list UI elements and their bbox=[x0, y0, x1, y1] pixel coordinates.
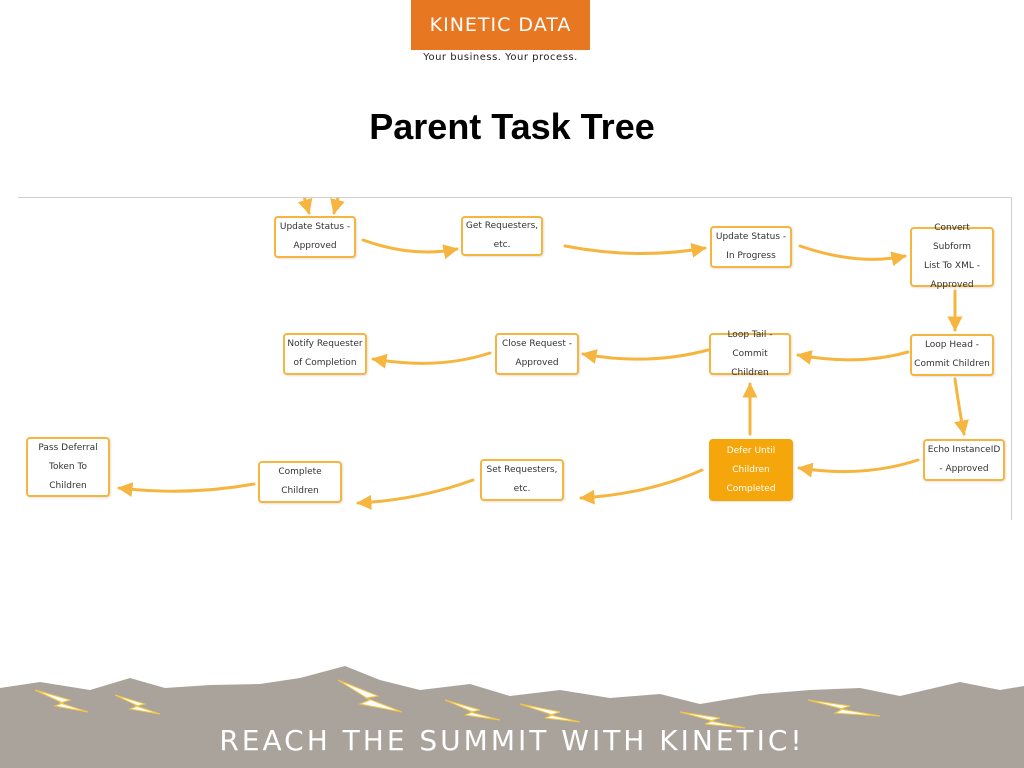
incoming-arrow-1 bbox=[302, 198, 309, 213]
arrow-defer-to-set-requesters bbox=[581, 470, 702, 498]
node-defer-until: Defer Until Children Completed bbox=[709, 439, 793, 501]
node-notify-requester: Notify Requester of Completion bbox=[283, 333, 367, 375]
logo-name: KINETIC DATA bbox=[429, 14, 572, 36]
arrow-complete-to-pass-deferral bbox=[119, 484, 254, 491]
incoming-arrow-2 bbox=[334, 198, 340, 213]
node-convert-subform: Convert Subform List To XML - Approved bbox=[910, 227, 994, 287]
kinetic-data-logo bbox=[411, 0, 590, 50]
arrow-close-to-notify bbox=[373, 353, 490, 363]
node-update-status-in-progress: Update Status - In Progress bbox=[710, 226, 792, 268]
logo-tagline: Your business. Your process. bbox=[423, 52, 578, 63]
arrow-approved-to-get-requesters bbox=[363, 240, 457, 252]
arrow-set-requesters-to-complete bbox=[358, 480, 473, 503]
arrow-loop-head-to-loop-tail bbox=[798, 352, 908, 360]
arrow-get-requesters-to-in-progress bbox=[565, 246, 705, 254]
node-set-requesters: Set Requesters, etc. bbox=[480, 459, 564, 501]
footer-slogan: REACH THE SUMMIT WITH KINETIC! bbox=[219, 724, 805, 757]
slide-title: Parent Task Tree bbox=[369, 106, 655, 147]
node-complete-children: Complete Children bbox=[258, 461, 342, 503]
arrow-loop-tail-to-close bbox=[583, 350, 708, 359]
node-loop-tail: Loop Tail - Commit Children bbox=[709, 333, 791, 375]
node-pass-deferral: Pass Deferral Token To Children bbox=[26, 437, 110, 497]
task-tree-diagram bbox=[18, 197, 1012, 520]
node-update-status-approved: Update Status - Approved bbox=[274, 216, 356, 258]
node-echo-instance: Echo InstanceID - Approved bbox=[923, 439, 1005, 481]
arrow-in-progress-to-convert bbox=[800, 246, 905, 259]
arrow-echo-to-defer bbox=[799, 460, 918, 472]
arrow-loop-head-to-echo bbox=[955, 379, 964, 434]
node-close-request: Close Request - Approved bbox=[495, 333, 579, 375]
node-get-requesters: Get Requesters, etc. bbox=[461, 216, 543, 256]
node-loop-head: Loop Head - Commit Children bbox=[910, 334, 994, 376]
